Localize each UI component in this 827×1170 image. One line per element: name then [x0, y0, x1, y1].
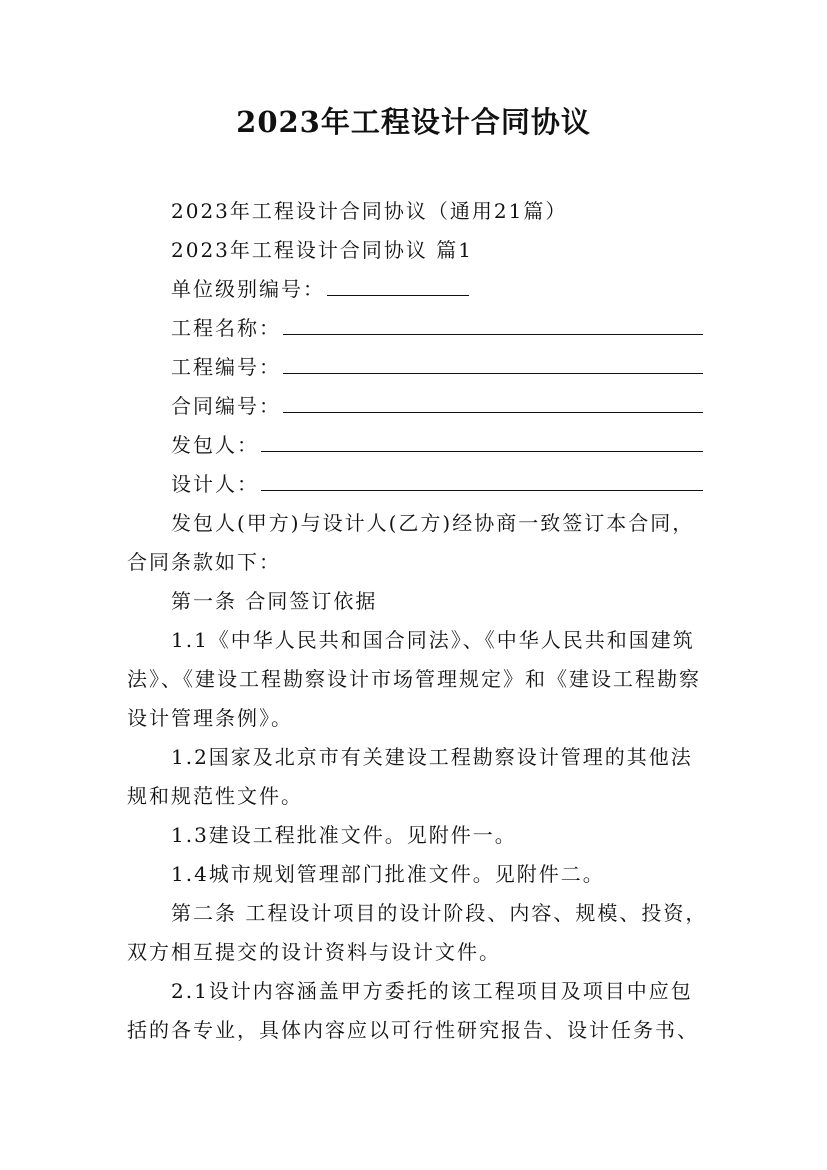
field-label: 工程编号：: [171, 355, 281, 379]
paragraph-line: 1.2国家及北京市有关建设工程勘察设计管理的其他法: [171, 745, 693, 769]
contract-number-field: [127, 387, 747, 426]
unit-number-field: [127, 270, 747, 309]
project-name-field: [127, 309, 747, 348]
paragraph-line: 双方相互提交的设计资料与设计文件。: [127, 940, 501, 964]
blank-underline: [283, 312, 703, 335]
paragraph-line: 法》、《建设工程勘察设计市场管理规定》和《建设工程勘察: [127, 667, 701, 691]
field-label: 单位级别编号：: [171, 277, 325, 301]
employer-field: [127, 426, 747, 465]
article-heading: 第二条 工程设计项目的设计阶段、内容、规模、投资，: [171, 901, 708, 925]
article-heading: 第一条 合同签订依据: [171, 589, 378, 613]
blank-underline: [261, 468, 703, 491]
field-label: 发包人：: [171, 433, 259, 457]
paragraph-line: 1.3建设工程批准文件。见附件一。: [171, 823, 517, 847]
blank-underline: [261, 429, 703, 452]
blank-underline: [283, 390, 703, 413]
field-label: 合同编号：: [171, 394, 281, 418]
paragraph-line: 规和规范性文件。: [127, 784, 303, 808]
field-label: 设计人：: [171, 472, 259, 496]
paragraph-line: 括的各专业，具体内容应以可行性研究报告、设计任务书、: [127, 1018, 699, 1042]
paragraph-line: 1.1《中华人民共和国合同法》、《中华人民共和国建筑: [171, 628, 695, 652]
blank-underline: [283, 351, 703, 374]
document-title: 2023年工程设计合同协议: [236, 105, 591, 139]
subtitle-line: 2023年工程设计合同协议（通用21篇）: [171, 199, 568, 223]
designer-field: [127, 465, 747, 504]
blank-underline: [327, 273, 469, 296]
section-heading: 2023年工程设计合同协议 篇1: [171, 238, 473, 262]
paragraph-line: 2.1设计内容涵盖甲方委托的该工程项目及项目中应包: [171, 979, 693, 1003]
project-number-field: [127, 348, 747, 387]
paragraph-line: 发包人(甲方)与设计人(乙方)经协商一致签订本合同，: [171, 511, 695, 535]
paragraph-line: 设计管理条例》。: [127, 706, 293, 730]
paragraph-line: 1.4城市规划管理部门批准文件。见附件二。: [171, 862, 605, 886]
paragraph-line: 合同条款如下：: [127, 550, 281, 574]
field-label: 工程名称：: [171, 316, 281, 340]
